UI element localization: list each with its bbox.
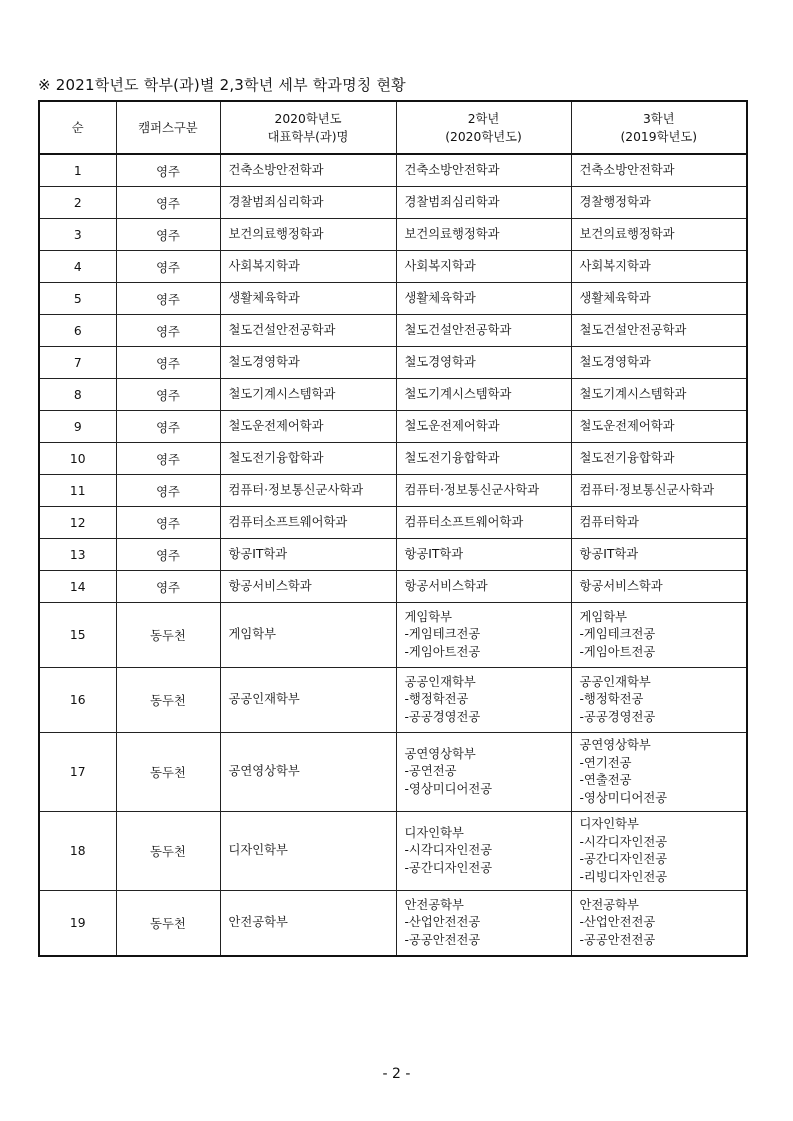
campus-cell: 동두천: [116, 733, 220, 812]
header-grade3-line2: (2019학년도): [620, 129, 698, 144]
department-name: 철도건설안전공학과: [404, 322, 512, 337]
department-name: 컴퓨터소프트웨어학과: [404, 514, 524, 529]
department-name: 공공인재학부: [404, 674, 476, 689]
rep-2020-cell: [220, 668, 396, 733]
table-row: [39, 571, 747, 603]
grade3-cell: [571, 283, 747, 315]
major-name: -공공경영전공: [579, 709, 656, 724]
department-name: 생활체육학과: [579, 290, 651, 305]
department-name: 항공IT학과: [228, 546, 288, 561]
department-name: 항공서비스학과: [228, 578, 312, 593]
row-number: 19: [39, 891, 116, 957]
department-name: 게임학부: [579, 609, 628, 624]
campus-cell: 영주: [116, 219, 220, 251]
department-name: 철도전기융합학과: [404, 450, 500, 465]
department-name: 디자인학부: [228, 843, 288, 858]
table-row: [39, 154, 747, 187]
row-number: 8: [39, 379, 116, 411]
grade2-cell: [396, 733, 571, 812]
department-name: 경찰행정학과: [579, 194, 651, 209]
grade3-cell: [571, 443, 747, 475]
major-name: -공공경영전공: [404, 709, 481, 724]
grade3-cell: [571, 733, 747, 812]
header-grade2: [396, 101, 571, 154]
row-number: 4: [39, 251, 116, 283]
table-row: [39, 187, 747, 219]
row-number: 12: [39, 507, 116, 539]
department-name: 안전공학부: [404, 897, 464, 912]
campus-cell: 영주: [116, 251, 220, 283]
table-row: [39, 812, 747, 891]
major-name: -공간디자인전공: [404, 860, 493, 875]
grade2-cell: [396, 411, 571, 443]
header-grade2-line1: 2학년: [467, 111, 500, 126]
grade3-cell: [571, 315, 747, 347]
department-name: 항공IT학과: [579, 546, 639, 561]
table-row: [39, 443, 747, 475]
department-names-table: [38, 100, 748, 957]
grade3-cell: [571, 411, 747, 443]
document-title: ※ 2021학년도 학부(과)별 2,3학년 세부 학과명칭 현황: [38, 76, 406, 94]
major-name: -산업안전전공: [404, 915, 481, 930]
rep-2020-cell: [220, 475, 396, 507]
department-name: 디자인학부: [404, 825, 464, 840]
department-name: 건축소방안전학과: [579, 162, 675, 177]
department-name: 철도기계시스템학과: [228, 386, 336, 401]
major-name: -행정학전공: [579, 692, 644, 707]
grade2-cell: [396, 443, 571, 475]
row-number: 6: [39, 315, 116, 347]
header-grade3-line1: 3학년: [642, 111, 675, 126]
table-row: [39, 283, 747, 315]
rep-2020-cell: [220, 219, 396, 251]
department-name: 철도전기융합학과: [579, 450, 675, 465]
rep-2020-cell: [220, 539, 396, 571]
department-name: 철도운전제어학과: [228, 418, 324, 433]
table-row: [39, 379, 747, 411]
rep-2020-cell: [220, 507, 396, 539]
major-name: -공간디자인전공: [579, 852, 668, 866]
department-name: 보건의료행정학과: [404, 226, 500, 241]
campus-cell: 영주: [116, 187, 220, 219]
department-name: 안전공학부: [579, 897, 639, 912]
major-name: -게임테크전공: [404, 627, 481, 642]
department-name: 철도전기융합학과: [228, 450, 324, 465]
department-name: 건축소방안전학과: [404, 162, 500, 177]
department-name: 경찰범죄심리학과: [228, 194, 324, 209]
table-row: [39, 891, 747, 957]
header-rep-2020: [220, 101, 396, 154]
grade3-cell: [571, 251, 747, 283]
table-row: [39, 219, 747, 251]
grade2-cell: [396, 154, 571, 187]
grade2-cell: [396, 507, 571, 539]
campus-cell: 영주: [116, 379, 220, 411]
major-name: -시각디자인전공: [404, 843, 493, 858]
major-name: -행정학전공: [404, 692, 469, 707]
department-name: 항공IT학과: [404, 546, 464, 561]
header-campus: 캠퍼스구분: [116, 101, 220, 154]
campus-cell: 동두천: [116, 812, 220, 891]
row-number: 11: [39, 475, 116, 507]
grade3-cell: [571, 603, 747, 668]
grade2-cell: [396, 187, 571, 219]
table-row: [39, 315, 747, 347]
grade2-cell: [396, 283, 571, 315]
row-number: 16: [39, 668, 116, 733]
major-name: -게임테크전공: [579, 627, 656, 642]
department-name: 컴퓨터소프트웨어학과: [228, 514, 348, 529]
department-name: 컴퓨터·정보통신군사학과: [228, 482, 364, 497]
department-name: 철도건설안전공학과: [228, 322, 336, 337]
major-name: -영상미디어전공: [579, 790, 668, 805]
grade2-cell: [396, 571, 571, 603]
major-name: -시각디자인전공: [579, 834, 668, 849]
header-no: 순: [39, 101, 116, 154]
campus-cell: 영주: [116, 475, 220, 507]
row-number: 18: [39, 812, 116, 891]
header-grade3: [571, 101, 747, 154]
grade2-cell: [396, 315, 571, 347]
grade3-cell: [571, 187, 747, 219]
department-name: 사회복지학과: [579, 258, 651, 273]
grade2-cell: [396, 668, 571, 733]
department-name: 컴퓨터·정보통신군사학과: [579, 482, 715, 497]
campus-cell: 영주: [116, 283, 220, 315]
department-name: 컴퓨터·정보통신군사학과: [404, 482, 540, 497]
grade3-cell: [571, 347, 747, 379]
row-number: 2: [39, 187, 116, 219]
table-row: [39, 475, 747, 507]
department-name: 게임학부: [404, 609, 453, 624]
department-name: 공공인재학부: [579, 674, 651, 689]
rep-2020-cell: [220, 379, 396, 411]
department-name: 디자인학부: [579, 817, 639, 831]
rep-2020-cell: [220, 347, 396, 379]
rep-2020-cell: [220, 187, 396, 219]
campus-cell: 동두천: [116, 668, 220, 733]
department-name: 사회복지학과: [228, 258, 300, 273]
department-name: 건축소방안전학과: [228, 162, 324, 177]
grade3-cell: [571, 154, 747, 187]
campus-cell: 동두천: [116, 891, 220, 957]
grade3-cell: [571, 539, 747, 571]
department-name: 공연영상학부: [579, 738, 651, 752]
row-number: 17: [39, 733, 116, 812]
campus-cell: 동두천: [116, 603, 220, 668]
header-grade2-line2: (2020학년도): [445, 129, 522, 144]
grade2-cell: [396, 475, 571, 507]
row-number: 13: [39, 539, 116, 571]
department-name: 공연영상학부: [404, 746, 476, 761]
department-name: 철도경영학과: [404, 354, 476, 369]
table-row: [39, 251, 747, 283]
table-row: [39, 539, 747, 571]
grade3-cell: [571, 571, 747, 603]
department-name: 철도건설안전공학과: [579, 322, 687, 337]
table-row: [39, 733, 747, 812]
rep-2020-cell: [220, 443, 396, 475]
department-name: 컴퓨터학과: [579, 514, 639, 529]
campus-cell: 영주: [116, 154, 220, 187]
rep-2020-cell: [220, 283, 396, 315]
major-name: -영상미디어전공: [404, 781, 493, 796]
grade3-cell: [571, 219, 747, 251]
department-name: 보건의료행정학과: [228, 226, 324, 241]
grade3-cell: [571, 475, 747, 507]
row-number: 3: [39, 219, 116, 251]
grade3-cell: [571, 379, 747, 411]
rep-2020-cell: [220, 733, 396, 812]
row-number: 15: [39, 603, 116, 668]
major-name: -연기전공: [579, 755, 632, 770]
major-name: -산업안전전공: [579, 915, 656, 930]
rep-2020-cell: [220, 812, 396, 891]
rep-2020-cell: [220, 154, 396, 187]
department-name: 공연영상학부: [228, 764, 300, 779]
department-name: 철도경영학과: [228, 354, 300, 369]
major-name: -게임아트전공: [579, 644, 656, 659]
grade3-cell: [571, 668, 747, 733]
department-name: 철도기계시스템학과: [579, 386, 687, 401]
department-name: 게임학부: [228, 627, 277, 642]
grade2-cell: [396, 812, 571, 891]
rep-2020-cell: [220, 603, 396, 668]
grade2-cell: [396, 219, 571, 251]
department-name: 사회복지학과: [404, 258, 476, 273]
table-body: [39, 154, 747, 956]
major-name: -게임아트전공: [404, 644, 481, 659]
campus-cell: 영주: [116, 315, 220, 347]
major-name: -연출전공: [579, 773, 632, 787]
table-row: [39, 347, 747, 379]
rep-2020-cell: [220, 315, 396, 347]
grade2-cell: [396, 891, 571, 957]
table-row: [39, 507, 747, 539]
row-number: 7: [39, 347, 116, 379]
grade2-cell: [396, 251, 571, 283]
department-name: 항공서비스학과: [579, 578, 663, 593]
grade3-cell: [571, 507, 747, 539]
rep-2020-cell: [220, 891, 396, 957]
major-name: -공공안전전공: [404, 932, 481, 947]
grade3-cell: [571, 812, 747, 891]
table-row: [39, 603, 747, 668]
major-name: -리빙디자인전공: [579, 869, 668, 884]
page-number: - 2 -: [382, 1066, 411, 1082]
department-name: 철도운전제어학과: [579, 418, 675, 433]
campus-cell: 영주: [116, 507, 220, 539]
major-name: -공공안전전공: [579, 932, 656, 947]
campus-cell: 영주: [116, 347, 220, 379]
rep-2020-cell: [220, 571, 396, 603]
header-rep-2020-line2: 대표학부(과)명: [267, 129, 349, 144]
grade2-cell: [396, 379, 571, 411]
department-name: 보건의료행정학과: [579, 226, 675, 241]
grade2-cell: [396, 603, 571, 668]
row-number: 1: [39, 154, 116, 187]
department-name: 생활체육학과: [404, 290, 476, 305]
campus-cell: 영주: [116, 539, 220, 571]
campus-cell: 영주: [116, 571, 220, 603]
department-name: 안전공학부: [228, 915, 288, 930]
department-name: 철도기계시스템학과: [404, 386, 512, 401]
table-row: [39, 668, 747, 733]
campus-cell: 영주: [116, 411, 220, 443]
rep-2020-cell: [220, 251, 396, 283]
department-name: 항공서비스학과: [404, 578, 488, 593]
grade2-cell: [396, 539, 571, 571]
department-name: 철도운전제어학과: [404, 418, 500, 433]
campus-cell: 영주: [116, 443, 220, 475]
row-number: 10: [39, 443, 116, 475]
table-header-row: [39, 101, 747, 154]
grade3-cell: [571, 891, 747, 957]
row-number: 5: [39, 283, 116, 315]
header-rep-2020-line1: 2020학년도: [274, 111, 342, 126]
department-name: 생활체육학과: [228, 290, 300, 305]
row-number: 9: [39, 411, 116, 443]
department-name: 공공인재학부: [228, 692, 300, 707]
major-name: -공연전공: [404, 764, 457, 779]
table-row: [39, 411, 747, 443]
row-number: 14: [39, 571, 116, 603]
department-name: 철도경영학과: [579, 354, 651, 369]
rep-2020-cell: [220, 411, 396, 443]
department-name: 경찰범죄심리학과: [404, 194, 500, 209]
grade2-cell: [396, 347, 571, 379]
